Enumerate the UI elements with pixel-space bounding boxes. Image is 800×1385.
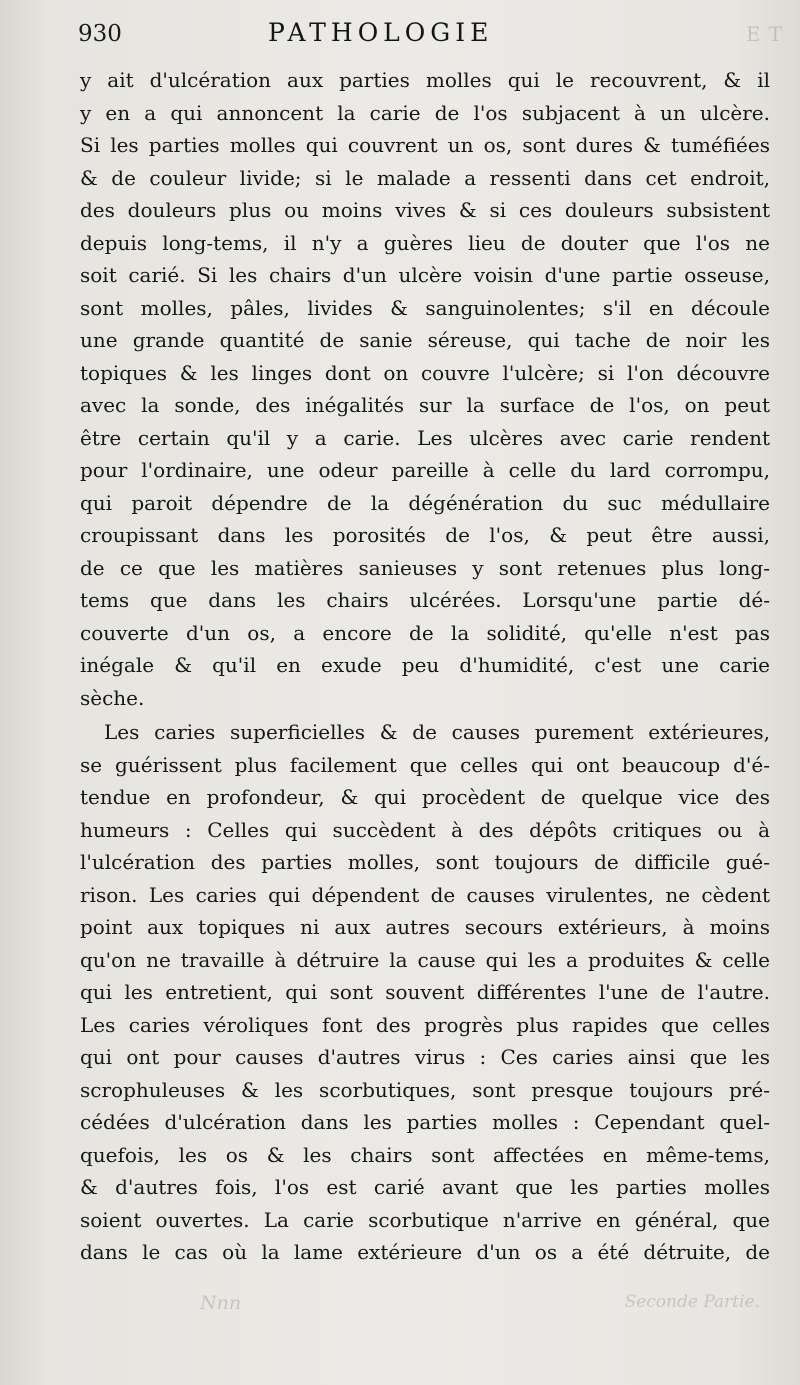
text-line: avec la sonde, des inégalités sur la surface de l'os, on peut: [80, 393, 770, 417]
text-line: Les caries superficielles & de causes purement extérieures,: [104, 720, 770, 744]
text-line: croupissant dans les porosités de l'os, & peut être aussi,: [80, 523, 770, 547]
show-through-text: Seconde Partie.: [624, 1292, 760, 1312]
text-line: être certain qu'il y a carie. Les ulcères avec carie rendent: [80, 425, 770, 450]
text-line: pour l'ordinaire, une odeur pareille à celle du lard corrompu,: [80, 458, 770, 482]
text-line: sont molles, pâles, livides & sanguinolentes; s'il en découle: [80, 295, 770, 320]
text-line: quefois, les os & les chairs sont affectées en même-tems,: [80, 1142, 770, 1167]
text-line: qui les entretient, qui sont souvent différentes l'une de l'autre.: [80, 980, 770, 1004]
text-line: l'ulcération des parties molles, sont toujours de difficile gué-: [80, 850, 770, 874]
text-line: humeurs : Celles qui succèdent à des dépôts critiques ou à: [80, 817, 770, 842]
text-line: cédées d'ulcération dans les parties molles : Cependant quel-: [80, 1110, 770, 1134]
text-line: qu'on ne travaille à détruire la cause qui les a produites & celle: [80, 947, 770, 972]
text-line: & de couleur livide; si le malade a ressenti dans cet endroit,: [80, 165, 770, 190]
text-line: tendue en profondeur, & qui procèdent de quelque vice des: [80, 785, 770, 809]
text-line: sèche.: [80, 685, 145, 710]
text-line: des douleurs plus ou moins vives & si ces douleurs subsistent: [80, 198, 770, 222]
paragraph-1: [80, 64, 770, 714]
text-line: dans le cas où la lame extérieure d'un os a été détruite, de: [80, 1240, 770, 1264]
body-text: [80, 64, 770, 1269]
page-number: 930: [78, 21, 122, 47]
text-line: se guérissent plus facilement que celles qui ont beaucoup d'é-: [80, 752, 770, 777]
text-line: rison. Les caries qui dépendent de causes virulentes, ne cèdent: [80, 882, 770, 907]
text-line: y ait d'ulcération aux parties molles qui le recouvrent, & il: [80, 68, 770, 92]
text-line: qui paroit dépendre de la dégénération du suc médullaire: [80, 490, 770, 515]
text-line: topiques & les linges dont on couvre l'ulcère; si l'on découvre: [80, 360, 770, 385]
running-title: PATHOLOGIE: [268, 18, 494, 47]
text-line: soient ouvertes. La carie scorbutique n'arrive en général, que: [80, 1207, 770, 1232]
text-line: point aux topiques ni aux autres secours extérieurs, à moins: [80, 915, 770, 939]
text-line: inégale & qu'il en exude peu d'humidité, c'est une carie: [80, 653, 770, 677]
text-line: & d'autres fois, l'os est carié avant que les parties molles: [80, 1175, 770, 1199]
text-line: Si les parties molles qui couvrent un os, sont dures & tuméfiées: [80, 133, 770, 157]
text-line: Les caries véroliques font des progrès plus rapides que celles: [80, 1012, 770, 1037]
text-line: couverte d'un os, a encore de la solidité, qu'elle n'est pas: [80, 620, 770, 645]
paragraph-2: [80, 716, 770, 1269]
page-header: [78, 18, 768, 54]
text-line: soit carié. Si les chairs d'un ulcère voisin d'une partie osseuse,: [80, 263, 770, 287]
text-line: scrophuleuses & les scorbutiques, sont presque toujours pré-: [80, 1077, 770, 1102]
text-line: une grande quantité de sanie séreuse, qui tache de noir les: [80, 328, 770, 352]
text-line: depuis long-tems, il n'y a guères lieu de douter que l'os ne: [80, 230, 770, 255]
show-through-text: Nnn: [200, 1292, 242, 1314]
text-line: y en a qui annoncent la carie de l'os subjacent à un ulcère.: [80, 100, 770, 125]
text-line: de ce que les matières sanieuses y sont retenues plus long-: [80, 555, 770, 580]
text-line: tems que dans les chairs ulcérées. Lorsqu'une partie dé-: [80, 588, 770, 612]
show-through-text: ET: [746, 22, 790, 46]
text-line: qui ont pour causes d'autres virus : Ces caries ainsi que les: [80, 1045, 770, 1069]
